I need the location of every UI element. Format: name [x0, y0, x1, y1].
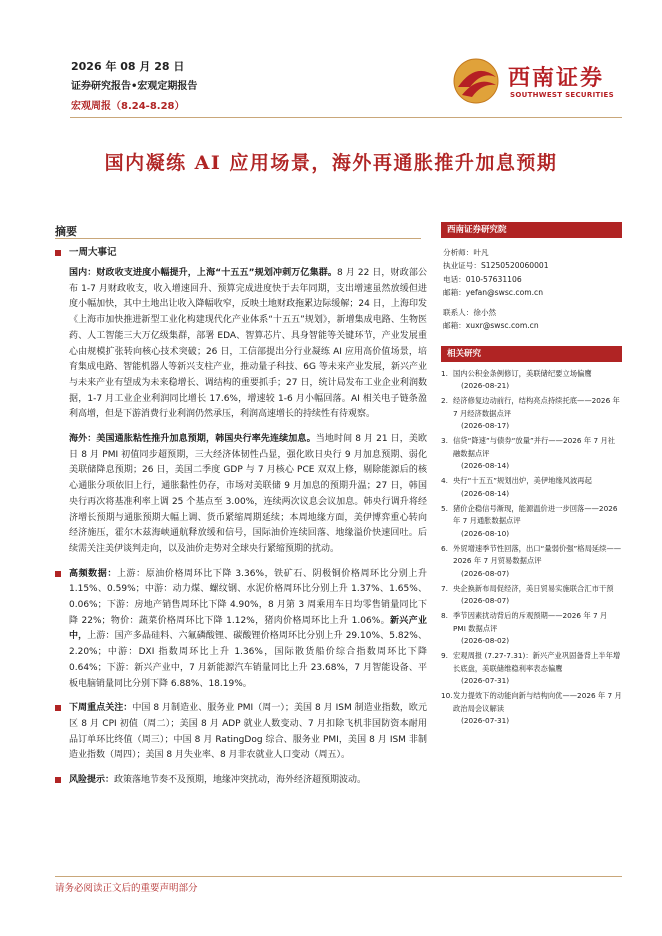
risk-paragraph: [69, 773, 427, 789]
analyst-name: 分析师：叶凡: [443, 248, 489, 257]
related-item[interactable]: 10. 发力提效下的动能向新与结构向优——2026 年 7 月政治局会议解读 (2026-07-31): [441, 691, 622, 726]
hf-data-upstream: 上游：原油价格周环比下降 3.36%，铁矿石、阴极铜价格周环比分别上升 1.15%、0.59%；中游：动力煤、螺纹钢、水泥价格周环比分别上升 1.37%、1.65%、0.06%；下游：房地产销售周环比下降 4.90%，8 月第 3 周乘用车日均零售销量同比下降 22%；物价：蔬菜价格周环比下降 1.12%，猪肉价格周环比上升 1.06%。: [69, 568, 427, 626]
header-divider: [70, 117, 622, 118]
analyst-license: 执业证号：S1250520060001: [443, 261, 549, 271]
related-item[interactable]: 3. 信贷“降速”与债券“放量”并行——2026 年 7 月社融数据点评 (2026-08-14): [441, 436, 616, 471]
hf-data-lead: 高频数据：: [69, 568, 117, 579]
company-logo: [452, 55, 622, 107]
report-title: 国内凝练 AI 应用场景，海外再通胀推升加息预期: [104, 152, 558, 174]
report-type: 证券研究报告•宏观定期报告: [71, 81, 198, 92]
bullet-square-icon: [55, 705, 61, 711]
abstract-body: [55, 246, 427, 789]
abstract-heading: 摘要: [55, 225, 77, 238]
related-item[interactable]: 2. 经济修复边动前行，结构亮点持续托底——2026 年 7 月经济数据点评 (2026-08-17): [441, 396, 620, 431]
domestic-body: 8 月 22 日，财政部公布 1-7 月财政收支，收入增速回升、预算完成进度快于去年同期，支出增速虽然放缓但进度小幅加快，其中土地出让收入降幅收窄，反映土地财政拖累边际缓解；24 日，上海印发《上海市加快推进新型工业化构建现代化产业体系“十五五”规划》，新增集成电路、生物医药、人工智能三大万亿级集群，部署 EDA、智算芯片、具身智能等关键环节，产业发展重心由规模扩张转向核心技术突破；26 日，工信部提出分行业凝练 AI 应用高价值场景，培育集成电路、智能机器人等新兴支柱产业，推动量子科技、6G 等未来产业发展，新兴产业与未来产业有望成为未来稳增长、调结构的重要抓手；27 日，统计局发布工业企业利润数据，1-7 月工业企业利润同比增长 17.6%，增速较 1-6 月小幅回落。AI 相关电子链条盈利高增，但是下游消费行业利润仍然承压，利润高速增长的持续性有待观察。: [69, 268, 427, 420]
bullet-square-icon: [55, 571, 61, 577]
logo-en-text: SOUTHWEST SECURITIES: [510, 91, 614, 99]
related-item[interactable]: 8. 季节因素扰动背后的斥观预期——2026 年 7 月 PMI 数据点评 (2026-08-02): [441, 611, 608, 646]
logo-cn-text: 西南证券: [508, 65, 605, 91]
related-item[interactable]: 4. 央行“十五五”规划出炉，美伊地缘风波再起 (2026-08-14): [441, 476, 592, 498]
overseas-paragraph: [69, 432, 427, 558]
contact-email[interactable]: 邮箱：xuxr@swsc.com.cn: [443, 321, 539, 331]
next-week-lead: 下周重点关注：: [69, 703, 133, 714]
hf-data-new-lead: 新兴产业中，: [69, 615, 427, 642]
analyst-phone: 电话：010-57631106: [443, 274, 522, 284]
abstract-divider: [55, 238, 421, 239]
contact-block: [441, 238, 622, 333]
bullet-square-icon: [55, 250, 61, 256]
week-events-heading: 一周大事记: [69, 247, 117, 258]
risk-body: 政策落地节奏不及预期，地缘冲突扰动，海外经济超预期波动。: [114, 775, 367, 786]
related-research-list: [441, 368, 622, 728]
hf-data-new-body: 上游：国产多晶硅料、六氟磷酸锂、碳酸锂价格周环比分别上升 29.10%、5.82%、2.20%；中游：DXI 指数周环比上升 1.36%，国际散货船价综合指数周环比下降 0.64%；下游：新兴产业中，7 月新能源汽车销量同比上升 23.68%，7 月智能设备、平板电脑销量同比分别下降 6.88%、18.19%。: [69, 631, 427, 689]
related-research-header: 相关研究: [441, 346, 622, 362]
domestic-lead: 国内：财政收支进度小幅提升，上海“十五五”规划冲刺万亿集群。: [69, 268, 337, 278]
contact-person: 联系人：徐小然: [443, 308, 497, 318]
overseas-lead: 海外：美国通胀粘性推升加息预期，韩国央行率先连续加息。: [69, 434, 316, 445]
related-item[interactable]: 9. 宏观周报 (7.27-7.31)：新兴产业巩固备背上半年增长底盘，美联储维稳利率表态偏鹰 (2026-07-31): [441, 651, 621, 686]
domestic-paragraph: [69, 266, 427, 423]
related-item[interactable]: 6. 外贸增速季节性回落，出口“量弱价强”格局延续——2026 年 7 月贸易数据点评 (2026-08-07): [441, 543, 622, 578]
next-week-paragraph: [69, 701, 427, 764]
related-item[interactable]: 1. 国内公积金条例修订，美联储纪要立场偏鹰 (2026-08-21): [441, 368, 592, 391]
analyst-email[interactable]: 邮箱：yefan@swsc.com.cn: [443, 287, 544, 297]
report-date: 2026 年 08 月 28 日: [71, 60, 185, 73]
related-item[interactable]: 7. 央企换新布局促经济，美日贸易实施联合汇市干预 (2026-08-07): [441, 583, 614, 606]
footer-disclaimer: 请务必阅读正文后的重要声明部分: [55, 883, 198, 894]
next-week-body: 中国 8 月制造业、服务业 PMI（周一）；美国 8 月 ISM 制造业指数，欧元区 8 月 CPI 初值（周二）；美国 8 月 ADP 就业人数变动、7 月扣除飞机非国防资本耐用品订单环比终值（周三）；中国 8 月 RatingDog 综合、服务业 PMI，美国 8 月 ISM 非制造业指数（周四）；美国 8 月失业率、8 月非农就业人口变动（周五）。: [69, 703, 427, 761]
hf-data-paragraph: [69, 567, 427, 693]
hf-data-section: [55, 567, 427, 693]
footer-divider: [55, 876, 622, 877]
logo-emblem-icon: [452, 57, 500, 105]
related-item[interactable]: 5. 猪价企稳信号渐现，能源温价进一步回落——2026 年 7 月通胀数据点评 (2026-08-10): [441, 503, 618, 538]
risk-lead: 风险提示：: [69, 775, 115, 786]
next-week-section: [55, 701, 427, 764]
bullet-square-icon: [55, 777, 61, 783]
week-events-section: [55, 246, 427, 558]
overseas-body: 当地时间 8 月 21 日，美欧日 8 月 PMI 初值同步超预期，三大经济体韧性凸显，强化欧日央行 9 月加息预期、弱化美联储降息预期；26 日，美国二季度 GDP 与 7 月核心 PCE 双双上修，剔除能源后的核心通胀分项依旧上行，通胀黏性仍存，市场对美联储 9 月加息的预期升温；27 日，韩国央行再次将基准利率上调 25 个基点至 3.00%，连续两次议息会议加息。韩央行调升将经济增长预期与通胀预期大幅上调、货币紧缩周期延续；本周地缘方面，美伊博弈重心转向经济施压，霍尔木兹海峡通航释放缓和信号，国际油价连续回落、地缘溢价快速回吐。后续需关注美伊谈判走向，以及油价走势对全球央行紧缩预期的扰动。: [69, 434, 427, 554]
risk-section: [55, 773, 427, 789]
institute-header: 西南证券研究院: [441, 222, 622, 238]
report-subtitle: 宏观周报（8.24-8.28）: [71, 101, 185, 112]
sidebar: [441, 222, 622, 730]
